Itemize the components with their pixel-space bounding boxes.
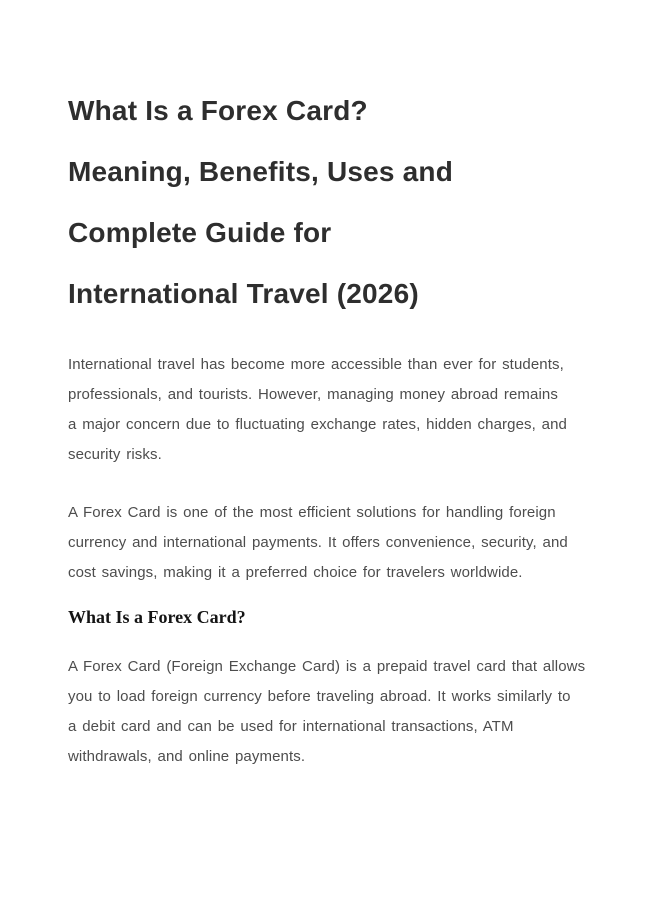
paragraph-body-1: A Forex Card (Foreign Exchange Card) is a prepaid travel card that allows you to load foreign currency before traveling abroad. It works similarly to a debit card and can be used for international transactions, ATM withdrawals, and online payments.	[68, 658, 586, 765]
section-heading-what-is-a-forex-card: What Is a Forex Card?	[68, 607, 246, 627]
paragraph-intro-1: International travel has become more accessible than ever for students, professionals, and tourists. However, managing money abroad remains a major concern due to fluctuating exchange rates, hidden charges, and security risks.	[68, 356, 567, 463]
document-title: What Is a Forex Card? Meaning, Benefits, Uses and Complete Guide for International Travel (2026)	[68, 95, 454, 309]
paragraph-intro-2: A Forex Card is one of the most efficient solutions for handling foreign currency and international payments. It offers convenience, security, and cost savings, making it a preferred choice for travelers worldwide.	[68, 504, 568, 581]
